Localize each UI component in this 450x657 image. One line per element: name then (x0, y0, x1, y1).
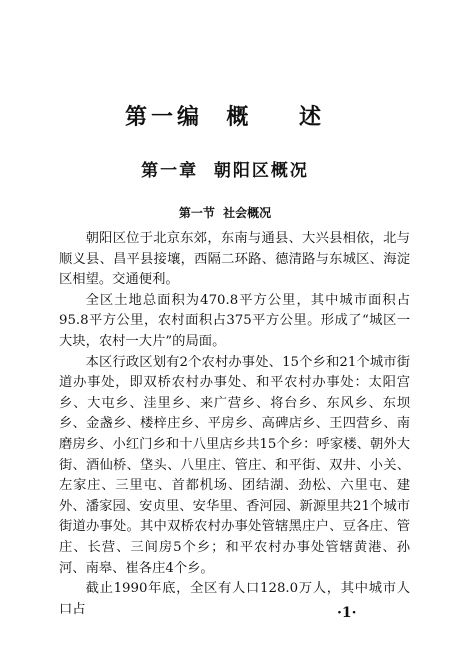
paragraph-location: 朝阳区位于北京东郊，东南与通县、大兴县相依，北与顺义县、昌平县接壤，西隔二环路、德清路与东城区、海淀区相望。交通便利。 (59, 231, 410, 288)
body-text (59, 229, 410, 620)
paragraph-population: 截止1990年底，全区有人口128.0万人，其中城市人口占 (59, 581, 410, 617)
page-number: ·1· (337, 605, 357, 621)
part-title: 第一编 概 述 (125, 104, 325, 130)
section-title: 第一节 社会概况 (178, 206, 272, 220)
paragraph-divisions: 本区行政区划有2个农村办事处、15个乡和21个城市街道办事处，即双桥农村办事处、和平农村办事处：太阳宫乡、大屯乡、洼里乡、来广营乡、将台乡、东风乡、东坝乡、金盏乡、楼梓庄乡、平房乡、高碑店乡、王四营乡、南磨房乡、小红门乡和十八里店乡共15个乡：呼家楼、朝外大街、酒仙桥、垡头、八里庄、管庄、和平街、双井、小关、左家庄、三里屯、首都机场、团结湖、劲松、六里屯、建外、潘家园、安贞里、安华里、香河园、新源里共21个城市街道办事处。其中双桥农村办事处管辖黑庄户、豆各庄、管庄、长营、三间房5个乡；和平农村办事处管辖黄港、孙河、南皋、崔各庄4个乡。 (59, 354, 410, 576)
chapter-title: 第一章 朝阳区概况 (141, 161, 309, 181)
paragraph-area: 全区土地总面积为470.8平方公里，其中城市面积占95.8平方公里，农村面积占375平方公里。形成了“城区一大块，农村一大片”的局面。 (59, 292, 410, 349)
